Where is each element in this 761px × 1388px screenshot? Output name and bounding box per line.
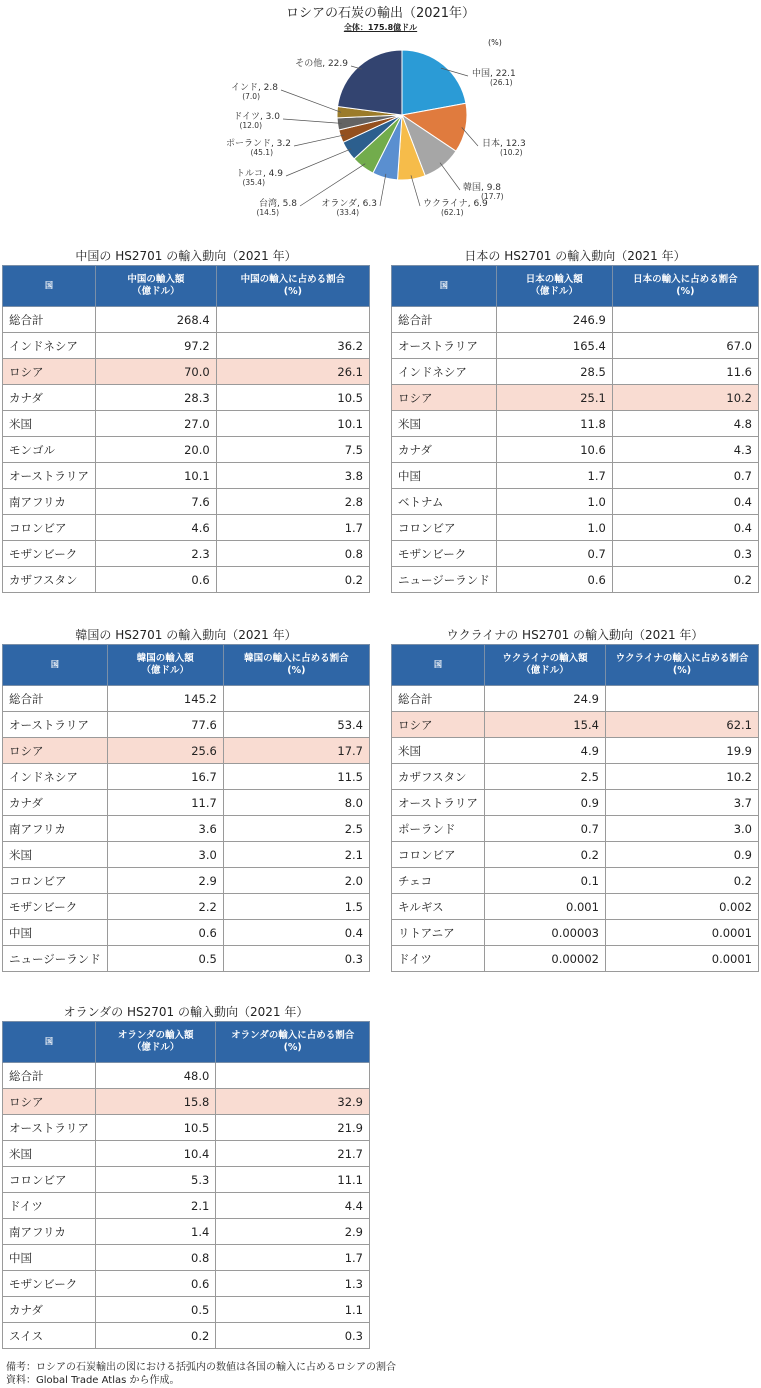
table-row	[3, 686, 370, 712]
import-table	[2, 265, 370, 593]
header-country: 国	[392, 645, 485, 686]
cell-import-value: 268.4	[95, 307, 216, 333]
cell-country: コロンビア	[3, 1167, 96, 1193]
cell-country: 総合計	[3, 1063, 96, 1089]
header-import-share: ウクライナの輸入に占める割合 (%)	[605, 645, 758, 686]
cell-country: ニュージーランド	[3, 946, 108, 972]
table-row	[3, 790, 370, 816]
cell-import-value: 24.9	[484, 686, 605, 712]
cell-import-value: 1.0	[496, 515, 612, 541]
table-row	[3, 1167, 370, 1193]
cell-import-share: 0.2	[612, 567, 758, 593]
cell-country: チェコ	[392, 868, 485, 894]
table-row	[3, 567, 370, 593]
table-row	[392, 437, 759, 463]
table-row	[392, 946, 759, 972]
cell-import-value: 0.6	[95, 1271, 215, 1297]
cell-country: 米国	[392, 411, 497, 437]
cell-country: 総合計	[392, 307, 497, 333]
cell-country: カナダ	[3, 385, 96, 411]
import-table	[391, 644, 759, 972]
cell-import-value: 97.2	[95, 333, 216, 359]
cell-import-share: 1.1	[216, 1297, 370, 1323]
cell-country: 南アフリカ	[3, 1219, 96, 1245]
cell-import-share	[216, 1063, 370, 1089]
pie-leader-line	[411, 175, 420, 206]
cell-import-share: 26.1	[216, 359, 369, 385]
cell-country: モザンビーク	[3, 1271, 96, 1297]
table-china	[2, 247, 370, 593]
cell-country: 南アフリカ	[3, 816, 108, 842]
cell-import-share: 1.7	[216, 515, 369, 541]
pie-slice-label: 中国, 22.1	[472, 69, 516, 79]
cell-country: ニュージーランド	[392, 567, 497, 593]
cell-country: スイス	[3, 1323, 96, 1349]
cell-import-value: 1.7	[496, 463, 612, 489]
cell-import-value: 25.6	[107, 738, 223, 764]
cell-import-share: 4.4	[216, 1193, 370, 1219]
note-source: 資料：Global Trade Atlas から作成。	[6, 1375, 180, 1386]
cell-import-share: 10.5	[216, 385, 369, 411]
cell-import-share: 2.9	[216, 1219, 370, 1245]
table-row	[392, 868, 759, 894]
cell-country: カナダ	[392, 437, 497, 463]
header-import-value: オランダの輸入額 （億ドル）	[95, 1022, 215, 1063]
import-table	[2, 644, 370, 972]
header-import-share: 韓国の輸入に占める割合 (%)	[223, 645, 369, 686]
cell-country: オーストラリア	[3, 712, 108, 738]
pie-slice-label: トルコ, 4.9	[235, 169, 283, 179]
cell-country: 総合計	[3, 686, 108, 712]
table-row	[3, 868, 370, 894]
cell-import-value: 0.1	[484, 868, 605, 894]
cell-import-value: 20.0	[95, 437, 216, 463]
pie-slice-share-label: (12.0)	[239, 121, 262, 130]
cell-country: モンゴル	[3, 437, 96, 463]
cell-import-share: 0.7	[612, 463, 758, 489]
header-country: 国	[392, 266, 497, 307]
table-row	[392, 333, 759, 359]
cell-import-share: 11.1	[216, 1167, 370, 1193]
table-ukraine	[391, 626, 759, 972]
table-row	[3, 307, 370, 333]
table-row	[3, 764, 370, 790]
cell-country: ポーランド	[392, 816, 485, 842]
table-row	[3, 385, 370, 411]
table-caption: オランダの HS2701 の輸入動向（2021 年）	[63, 1005, 309, 1019]
cell-import-share: 0.0001	[605, 946, 758, 972]
cell-country: 米国	[392, 738, 485, 764]
header-country: 国	[3, 645, 108, 686]
table-row	[392, 411, 759, 437]
cell-import-share: 3.8	[216, 463, 369, 489]
cell-country: ベトナム	[392, 489, 497, 515]
table-row	[3, 1063, 370, 1089]
cell-import-share	[605, 686, 758, 712]
cell-country: オーストラリア	[392, 790, 485, 816]
cell-country: カナダ	[3, 790, 108, 816]
table-row	[392, 894, 759, 920]
cell-country: 総合計	[392, 686, 485, 712]
cell-country: ロシア	[3, 359, 96, 385]
table-row	[3, 359, 370, 385]
cell-import-share: 19.9	[605, 738, 758, 764]
pie-slice-share-label: (33.4)	[336, 208, 359, 217]
cell-import-value: 77.6	[107, 712, 223, 738]
cell-import-value: 4.6	[95, 515, 216, 541]
cell-import-value: 0.00002	[484, 946, 605, 972]
cell-import-value: 0.00003	[484, 920, 605, 946]
table-row	[3, 712, 370, 738]
cell-import-share: 0.2	[605, 868, 758, 894]
cell-country: キルギス	[392, 894, 485, 920]
pie-title: ロシアの石炭の輸出（2021年）	[285, 6, 476, 21]
table-row	[392, 920, 759, 946]
cell-country: コロンビア	[392, 842, 485, 868]
table-korea	[2, 626, 370, 972]
cell-import-value: 0.001	[484, 894, 605, 920]
pie-slice-label: オランダ, 6.3	[321, 199, 377, 209]
cell-import-share: 0.8	[216, 541, 369, 567]
header-import-value: 韓国の輸入額 （億ドル）	[107, 645, 223, 686]
cell-import-value: 27.0	[95, 411, 216, 437]
table-row	[392, 790, 759, 816]
table-row	[3, 1297, 370, 1323]
cell-country: 米国	[3, 411, 96, 437]
cell-import-value: 246.9	[496, 307, 612, 333]
cell-import-value: 0.9	[484, 790, 605, 816]
table-caption: 中国の HS2701 の輸入動向（2021 年）	[75, 249, 297, 263]
cell-import-share: 21.9	[216, 1115, 370, 1141]
cell-import-share: 1.3	[216, 1271, 370, 1297]
pie-slice-share-label: (14.5)	[256, 208, 279, 217]
table-row	[392, 541, 759, 567]
header-import-value: 日本の輸入額 （億ドル）	[496, 266, 612, 307]
pie-slice-label: ウクライナ, 6.9	[423, 199, 488, 209]
cell-import-share: 0.3	[612, 541, 758, 567]
table-row	[392, 515, 759, 541]
cell-import-value: 7.6	[95, 489, 216, 515]
cell-import-share: 10.2	[612, 385, 758, 411]
cell-import-value: 25.1	[496, 385, 612, 411]
pie-slice-label: ポーランド, 3.2	[225, 139, 291, 149]
header-import-share: 日本の輸入に占める割合 (%)	[612, 266, 758, 307]
table-row	[3, 842, 370, 868]
cell-import-share	[216, 307, 369, 333]
table-row	[3, 1323, 370, 1349]
cell-country: 南アフリカ	[3, 489, 96, 515]
cell-import-share: 3.0	[605, 816, 758, 842]
table-caption: ウクライナの HS2701 の輸入動向（2021 年）	[446, 628, 704, 642]
pie-leader-line	[286, 149, 351, 176]
pie-subtitle: 全体：175.8億ドル	[343, 23, 418, 32]
header-import-share: 中国の輸入に占める割合 (%)	[216, 266, 369, 307]
table-row	[392, 307, 759, 333]
cell-country: カザフスタン	[3, 567, 96, 593]
cell-country: ロシア	[392, 712, 485, 738]
cell-import-share: 0.4	[612, 515, 758, 541]
cell-country: リトアニア	[392, 920, 485, 946]
pie-leader-line	[440, 163, 460, 190]
pie-slice-label: その他, 22.9	[295, 59, 348, 69]
header-import-share: オランダの輸入に占める割合 (%)	[216, 1022, 370, 1063]
cell-import-share: 1.7	[216, 1245, 370, 1271]
pie-slice-share-label: (26.1)	[490, 78, 513, 87]
pie-slice-share-label: (45.1)	[250, 148, 273, 157]
cell-import-value: 0.7	[496, 541, 612, 567]
table-row	[3, 1115, 370, 1141]
cell-import-value: 15.8	[95, 1089, 215, 1115]
cell-import-value: 0.6	[107, 920, 223, 946]
cell-country: モザンビーク	[3, 894, 108, 920]
pie-slice-share-label: (35.4)	[242, 178, 265, 187]
cell-import-share: 11.6	[612, 359, 758, 385]
table-row	[3, 1271, 370, 1297]
cell-country: コロンビア	[392, 515, 497, 541]
table-caption: 日本の HS2701 の輸入動向（2021 年）	[464, 249, 686, 263]
cell-import-share: 0.002	[605, 894, 758, 920]
table-row	[3, 946, 370, 972]
cell-import-share: 2.1	[223, 842, 369, 868]
table-row	[3, 333, 370, 359]
table-row	[392, 842, 759, 868]
cell-country: 中国	[3, 920, 108, 946]
table-row	[392, 764, 759, 790]
cell-import-share: 1.5	[223, 894, 369, 920]
table-row	[3, 515, 370, 541]
table-row	[3, 437, 370, 463]
cell-import-share: 67.0	[612, 333, 758, 359]
pie-leader-line	[294, 135, 344, 146]
cell-country: オーストラリア	[3, 463, 96, 489]
cell-import-value: 145.2	[107, 686, 223, 712]
cell-import-value: 48.0	[95, 1063, 215, 1089]
header-country: 国	[3, 1022, 96, 1063]
cell-import-share: 0.3	[216, 1323, 370, 1349]
cell-country: オーストラリア	[392, 333, 497, 359]
cell-import-share: 3.7	[605, 790, 758, 816]
cell-import-share: 4.3	[612, 437, 758, 463]
cell-import-value: 0.7	[484, 816, 605, 842]
cell-import-share: 0.4	[223, 920, 369, 946]
cell-import-share: 4.8	[612, 411, 758, 437]
cell-country: 総合計	[3, 307, 96, 333]
table-row	[3, 1219, 370, 1245]
table-caption: 韓国の HS2701 の輸入動向（2021 年）	[75, 628, 297, 642]
cell-import-value: 11.8	[496, 411, 612, 437]
cell-import-value: 5.3	[95, 1167, 215, 1193]
cell-country: ロシア	[392, 385, 497, 411]
cell-import-share: 0.9	[605, 842, 758, 868]
cell-import-value: 2.2	[107, 894, 223, 920]
cell-country: 中国	[3, 1245, 96, 1271]
cell-import-value: 2.9	[107, 868, 223, 894]
cell-country: カザフスタン	[392, 764, 485, 790]
pie-unit: (%)	[488, 38, 502, 47]
pie-leader-line	[281, 90, 341, 112]
table-row	[3, 1245, 370, 1271]
table-row	[3, 411, 370, 437]
table-row	[392, 816, 759, 842]
cell-import-value: 0.6	[496, 567, 612, 593]
cell-import-value: 3.6	[107, 816, 223, 842]
cell-import-share: 36.2	[216, 333, 369, 359]
header-country: 国	[3, 266, 96, 307]
cell-country: インドネシア	[392, 359, 497, 385]
table-netherlands	[2, 1003, 370, 1349]
table-row	[3, 894, 370, 920]
cell-import-value: 2.3	[95, 541, 216, 567]
pie-chart	[0, 0, 761, 230]
pie-slice-label: インド, 2.8	[230, 83, 278, 93]
table-row	[392, 385, 759, 411]
cell-country: ドイツ	[392, 946, 485, 972]
cell-import-value: 0.2	[95, 1323, 215, 1349]
cell-import-value: 10.4	[95, 1141, 215, 1167]
cell-import-share: 21.7	[216, 1141, 370, 1167]
pie-leader-line	[462, 127, 478, 146]
pie-slice-label: 韓国, 9.8	[463, 183, 502, 193]
cell-import-share: 0.4	[612, 489, 758, 515]
cell-country: ドイツ	[3, 1193, 96, 1219]
table-row	[3, 541, 370, 567]
cell-import-value: 15.4	[484, 712, 605, 738]
cell-import-value: 3.0	[107, 842, 223, 868]
cell-import-share: 2.0	[223, 868, 369, 894]
table-row	[3, 1141, 370, 1167]
cell-import-share	[223, 686, 369, 712]
cell-country: 中国	[392, 463, 497, 489]
cell-country: ロシア	[3, 738, 108, 764]
cell-import-share: 10.2	[605, 764, 758, 790]
cell-import-value: 0.2	[484, 842, 605, 868]
table-row	[392, 489, 759, 515]
table-row	[3, 920, 370, 946]
pie-slice-share-label: (62.1)	[441, 208, 464, 217]
pie-slice-label: 日本, 12.3	[482, 139, 526, 149]
cell-import-value: 2.5	[484, 764, 605, 790]
cell-country: オーストラリア	[3, 1115, 96, 1141]
header-import-value: 中国の輸入額 （億ドル）	[95, 266, 216, 307]
cell-import-value: 2.1	[95, 1193, 215, 1219]
table-row	[3, 738, 370, 764]
cell-import-share: 0.3	[223, 946, 369, 972]
pie-slice-share-label: (10.2)	[500, 148, 523, 157]
cell-import-value: 4.9	[484, 738, 605, 764]
cell-import-value: 10.1	[95, 463, 216, 489]
table-row	[3, 463, 370, 489]
cell-import-share: 2.5	[223, 816, 369, 842]
cell-import-value: 28.3	[95, 385, 216, 411]
import-table	[391, 265, 759, 593]
pie-slice-label: 台湾, 5.8	[258, 199, 297, 209]
cell-country: モザンビーク	[3, 541, 96, 567]
cell-import-share: 8.0	[223, 790, 369, 816]
cell-import-share: 7.5	[216, 437, 369, 463]
cell-country: 米国	[3, 842, 108, 868]
header-import-value: ウクライナの輸入額 （億ドル）	[484, 645, 605, 686]
note-remark: 備考：ロシアの石炭輸出の図における括弧内の数値は各国の輸入に占めるロシアの割合	[6, 1362, 396, 1373]
cell-country: 米国	[3, 1141, 96, 1167]
cell-import-value: 0.8	[95, 1245, 215, 1271]
table-row	[3, 816, 370, 842]
cell-country: コロンビア	[3, 515, 96, 541]
table-row	[3, 489, 370, 515]
cell-import-value: 10.5	[95, 1115, 215, 1141]
table-row	[392, 712, 759, 738]
table-row	[3, 1089, 370, 1115]
pie-slice-share-label: (7.0)	[242, 92, 260, 101]
cell-import-value: 1.0	[496, 489, 612, 515]
cell-country: コロンビア	[3, 868, 108, 894]
table-row	[392, 738, 759, 764]
cell-import-value: 0.5	[107, 946, 223, 972]
cell-import-value: 0.6	[95, 567, 216, 593]
import-table	[2, 1021, 370, 1349]
cell-country: モザンビーク	[392, 541, 497, 567]
pie-slice-share-label: (17.7)	[481, 192, 504, 201]
cell-import-share: 53.4	[223, 712, 369, 738]
cell-import-value: 70.0	[95, 359, 216, 385]
table-row	[392, 567, 759, 593]
cell-import-value: 165.4	[496, 333, 612, 359]
cell-import-value: 16.7	[107, 764, 223, 790]
cell-import-share: 11.5	[223, 764, 369, 790]
table-row	[392, 686, 759, 712]
table-row	[392, 359, 759, 385]
cell-import-value: 28.5	[496, 359, 612, 385]
cell-import-share: 17.7	[223, 738, 369, 764]
cell-country: ロシア	[3, 1089, 96, 1115]
cell-import-share	[612, 307, 758, 333]
cell-import-share: 10.1	[216, 411, 369, 437]
cell-import-share: 32.9	[216, 1089, 370, 1115]
cell-import-value: 10.6	[496, 437, 612, 463]
cell-country: カナダ	[3, 1297, 96, 1323]
cell-import-share: 2.8	[216, 489, 369, 515]
cell-import-share: 0.0001	[605, 920, 758, 946]
cell-import-value: 0.5	[95, 1297, 215, 1323]
cell-import-value: 1.4	[95, 1219, 215, 1245]
table-japan	[391, 247, 759, 593]
cell-import-share: 62.1	[605, 712, 758, 738]
pie-slice-label: ドイツ, 3.0	[233, 112, 280, 122]
cell-country: インドネシア	[3, 764, 108, 790]
cell-country: インドネシア	[3, 333, 96, 359]
pie-leader-line	[380, 174, 386, 206]
table-row	[3, 1193, 370, 1219]
pie-leader-line	[283, 119, 342, 123]
table-row	[392, 463, 759, 489]
cell-import-share: 0.2	[216, 567, 369, 593]
cell-import-value: 11.7	[107, 790, 223, 816]
